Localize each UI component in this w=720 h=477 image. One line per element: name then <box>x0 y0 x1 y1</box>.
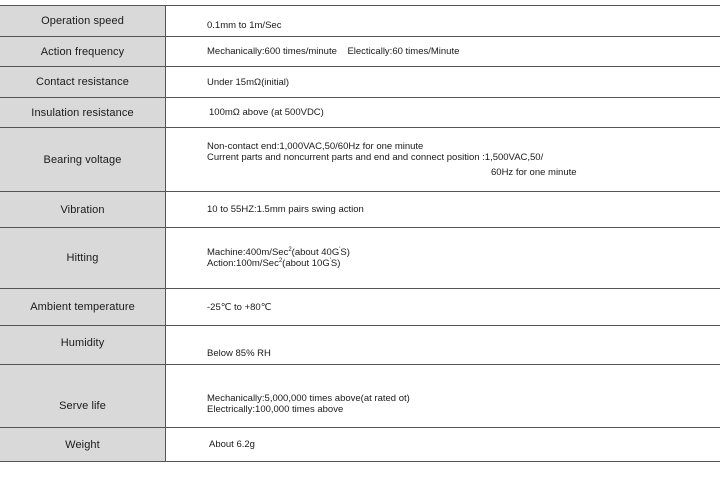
spec-label: Contact resistance <box>0 67 166 98</box>
spec-value <box>166 326 720 365</box>
spec-label: Hitting <box>0 228 166 289</box>
spec-value-text: 0.1mm to 1m/Sec <box>207 19 282 31</box>
spec-value-line: Electrically:100,000 times above <box>207 404 344 415</box>
spec-row-contact-resistance <box>0 67 720 98</box>
spec-row-humidity <box>0 326 720 365</box>
spec-row-vibration <box>0 192 720 228</box>
spec-label: Bearing voltage <box>0 128 166 192</box>
spec-label-text: Serve life <box>59 400 106 412</box>
spec-row-operation-speed <box>0 6 720 37</box>
spec-label: Insulation resistance <box>0 98 166 128</box>
spec-value <box>166 6 720 37</box>
spec-row-insulation-resistance <box>0 98 720 128</box>
spec-value-line <box>207 258 720 269</box>
spec-row-ambient-temperature <box>0 289 720 326</box>
spec-row-serve-life <box>0 365 720 428</box>
spec-row-bearing-voltage <box>0 128 720 192</box>
spec-value: Mechanically:600 times/minute Electically:60 times/Minute <box>166 37 720 67</box>
spec-label: Action frequency <box>0 37 166 67</box>
hitting-text: (about 10G <box>282 258 330 269</box>
spec-value-line: Mechanically:5,000,000 times above(at rated ot) <box>207 393 410 404</box>
spec-value <box>166 228 720 289</box>
spec-value <box>166 128 720 192</box>
hitting-text: Machine:400m/Sec <box>207 247 289 258</box>
hitting-text: Action:100m/Sec <box>207 258 279 269</box>
spec-value: About 6.2g <box>166 428 720 462</box>
superscript: 2 <box>288 247 292 253</box>
spec-label: Vibration <box>0 192 166 228</box>
superscript: 2 <box>278 258 283 264</box>
spec-label-text: Humidity <box>60 337 105 349</box>
spec-value-line <box>207 247 720 258</box>
spec-row-action-frequency <box>0 37 720 67</box>
hitting-text: S) <box>340 247 350 258</box>
hitting-text: (about 40G <box>291 247 340 258</box>
spec-value-text: Below 85% RH <box>207 347 271 359</box>
spec-value <box>166 365 720 428</box>
spec-value: -25℃ to +80℃ <box>166 289 720 326</box>
spec-label <box>0 365 166 428</box>
spec-value-line: 60Hz for one minute <box>491 167 577 178</box>
spec-value: Under 15mΩ(initial) <box>166 67 720 98</box>
spec-value-line: Current parts and noncurrent parts and end and connect position :1,500VAC,50/ <box>207 152 544 163</box>
superscript: ' <box>339 247 341 253</box>
specification-table <box>0 5 720 462</box>
spec-row-hitting <box>0 228 720 289</box>
spec-label: Ambient temperature <box>0 289 166 326</box>
superscript: ' <box>329 258 331 264</box>
spec-row-weight <box>0 428 720 462</box>
spec-label: Operation speed <box>0 6 166 37</box>
spec-value-line: Non-contact end:1,000VAC,50/60Hz for one minute <box>207 141 424 152</box>
hitting-text: S) <box>330 258 341 269</box>
spec-label <box>0 326 166 365</box>
spec-label: Weight <box>0 428 166 462</box>
spec-value: 100mΩ above (at 500VDC) <box>166 98 720 128</box>
spec-value: 10 to 55HZ:1.5mm pairs swing action <box>166 192 720 228</box>
